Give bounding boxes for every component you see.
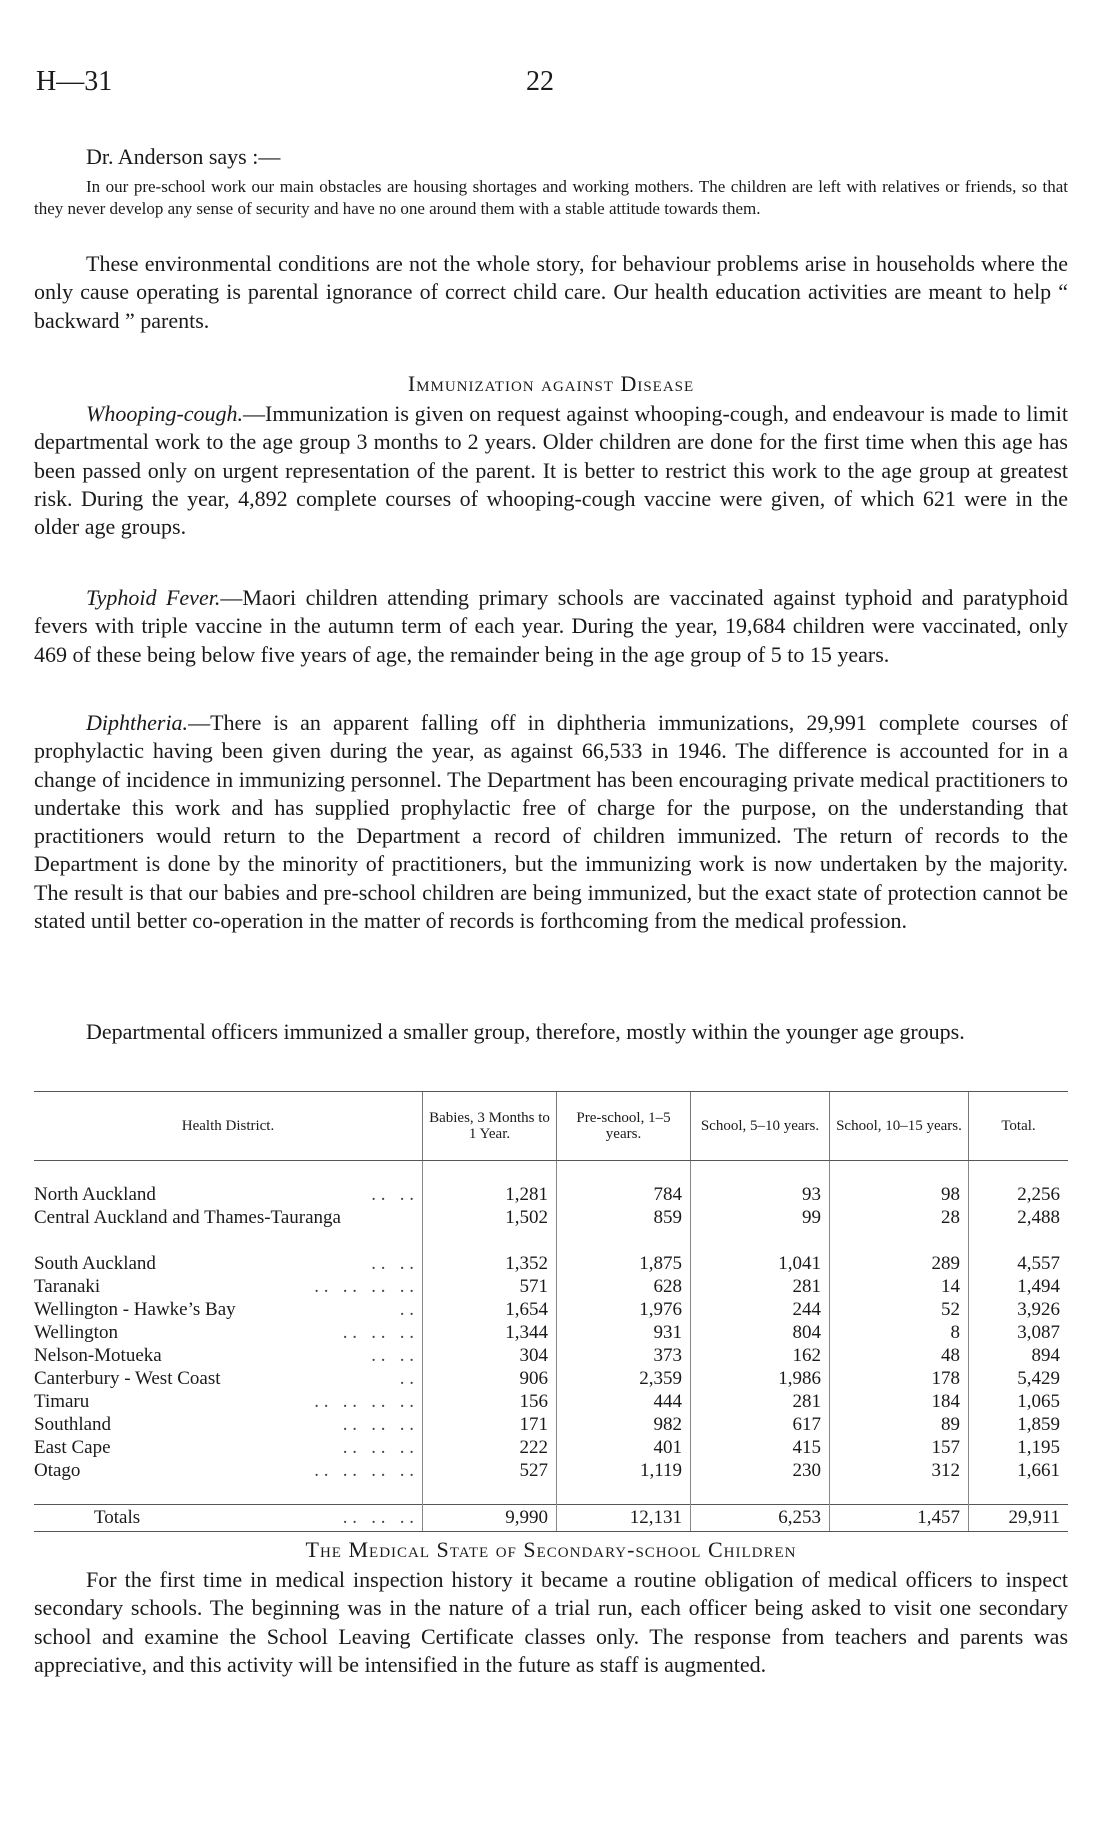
cell-babies: 1,654 [423, 1298, 557, 1321]
district-cell [34, 1206, 423, 1252]
cell-total: 1,661 [969, 1459, 1069, 1482]
page-number: 22 [526, 66, 554, 97]
totals-s510: 6,253 [691, 1505, 830, 1532]
cell-total: 894 [969, 1344, 1069, 1367]
header-school-10-15: School, 10–15 years. [830, 1092, 969, 1161]
header-school-5-10: School, 5–10 years. [691, 1092, 830, 1161]
totals-babies: 9,990 [423, 1505, 557, 1532]
immunization-heading: Immunization against Disease [407, 371, 695, 396]
cell-s510: 804 [691, 1321, 830, 1344]
district-name: Wellington [34, 1322, 118, 1343]
report-code: H—31 [36, 66, 113, 97]
district-name: Wellington - Hawke’s Bay [34, 1299, 236, 1320]
leader-dots: . . . . [371, 1345, 414, 1366]
leader-dots: . . . . [371, 1184, 414, 1205]
cell-s1015: 178 [830, 1367, 969, 1390]
table-row [34, 1413, 1068, 1436]
cell-s510: 415 [691, 1436, 830, 1459]
cell-preschool: 401 [557, 1436, 691, 1459]
district-cell [34, 1436, 423, 1459]
cell-babies: 906 [423, 1367, 557, 1390]
cell-preschool: 1,875 [557, 1252, 691, 1275]
table-row [34, 1252, 1068, 1275]
table-row [34, 1275, 1068, 1298]
header-total: Total. [969, 1092, 1069, 1161]
cell-preschool: 2,359 [557, 1367, 691, 1390]
leader-dots: . . . . . . . . [314, 1391, 414, 1412]
cell-babies: 1,344 [423, 1321, 557, 1344]
district-name: Central Auckland and Thames-Tauranga [34, 1207, 341, 1228]
diphtheria-text: —There is an apparent falling off in diphtheria immunizations, 29,991 complete courses of prophylactic having been given during the year, as against 66,533 in 1946. The difference is accounted for in a change of incidence in immunizing personnel. The Department has been encouraging private medical practitioners to undertake this work and has supplied prophylactic free of charge for the purpose, on the understanding that practitioners would return to the Department a record of children immunized. The return of records to the Department is done by the minority of practitioners, but the immunizing work is now undertaken by the majority. The result is that our babies and pre-school children are being immunized, but the exact state of protection cannot be stated until better co-operation in the matter of records is forthcoming from the medical profession. [34, 710, 1068, 934]
totals-s1015: 1,457 [830, 1505, 969, 1532]
totals-row [34, 1505, 1068, 1532]
table-body [34, 1161, 1068, 1532]
cell-babies: 156 [423, 1390, 557, 1413]
typhoid-title: Typhoid Fever. [86, 585, 221, 610]
cell-s1015: 48 [830, 1344, 969, 1367]
leader-dots: . . . . [371, 1253, 414, 1274]
cell-preschool: 1,976 [557, 1298, 691, 1321]
cell-preschool: 784 [557, 1183, 691, 1206]
table-row [34, 1344, 1068, 1367]
environment-paragraph: These environmental conditions are not the whole story, for behaviour problems arise in households where the only cause operating is parental ignorance of correct child care. Our health education activities are meant to help “ backward ” parents. [34, 251, 1068, 333]
cell-preschool: 444 [557, 1390, 691, 1413]
district-cell [34, 1413, 423, 1436]
district-cell [34, 1275, 423, 1298]
cell-preschool: 982 [557, 1413, 691, 1436]
table-row [34, 1390, 1068, 1413]
cell-s1015: 289 [830, 1252, 969, 1275]
cell-preschool: 373 [557, 1344, 691, 1367]
cell-total: 3,087 [969, 1321, 1069, 1344]
cell-s510: 93 [691, 1183, 830, 1206]
cell-s1015: 312 [830, 1459, 969, 1482]
cell-total: 1,065 [969, 1390, 1069, 1413]
district-cell [34, 1390, 423, 1413]
district-name: North Auckland [34, 1184, 156, 1205]
cell-total: 1,859 [969, 1413, 1069, 1436]
cell-s510: 99 [691, 1206, 830, 1252]
district-name: Canterbury - West Coast [34, 1368, 221, 1389]
table-row [34, 1321, 1068, 1344]
leader-dots: . . . . . . . . [314, 1460, 414, 1481]
diphtheria-paragraph [34, 709, 1068, 935]
cell-total: 3,926 [969, 1298, 1069, 1321]
district-name: Nelson-Motueka [34, 1345, 162, 1366]
cell-babies: 527 [423, 1459, 557, 1482]
district-name: Otago [34, 1460, 81, 1481]
cell-s510: 281 [691, 1390, 830, 1413]
district-name: Southland [34, 1414, 112, 1435]
header-health-district: Health District. [34, 1092, 423, 1161]
cell-s1015: 89 [830, 1413, 969, 1436]
diphtheria-title: Diphtheria. [86, 710, 189, 735]
table-row [34, 1367, 1068, 1390]
cell-s1015: 8 [830, 1321, 969, 1344]
cell-s510: 1,986 [691, 1367, 830, 1390]
leader-dots: . . . . . . [342, 1414, 414, 1435]
district-name: East Cape [34, 1437, 111, 1458]
whooping-cough-title: Whooping-cough. [86, 401, 244, 426]
cell-s510: 1,041 [691, 1252, 830, 1275]
cell-s1015: 28 [830, 1206, 969, 1252]
cell-total: 2,256 [969, 1183, 1069, 1206]
cell-s1015: 184 [830, 1390, 969, 1413]
district-cell [34, 1298, 423, 1321]
cell-s510: 244 [691, 1298, 830, 1321]
typhoid-text: —Maori children attending primary schools are vaccinated against typhoid and paratyphoid fevers with triple vaccine in the autumn term of each year. During the year, 19,684 children were vaccinated, only 469 of these being below five years of age, the remainder being in the age group of 5 to 15 years. [34, 585, 1068, 667]
cell-babies: 571 [423, 1275, 557, 1298]
cell-total: 5,429 [969, 1367, 1069, 1390]
table-row [34, 1206, 1068, 1252]
district-cell [34, 1459, 423, 1482]
cell-babies: 1,352 [423, 1252, 557, 1275]
leader-dots: . . . . . . . . [314, 1276, 414, 1297]
table-row [34, 1436, 1068, 1459]
cell-s1015: 52 [830, 1298, 969, 1321]
cell-total: 4,557 [969, 1252, 1069, 1275]
cell-total: 1,494 [969, 1275, 1069, 1298]
cell-s1015: 157 [830, 1436, 969, 1459]
cell-s1015: 98 [830, 1183, 969, 1206]
cell-preschool: 628 [557, 1275, 691, 1298]
cell-babies: 171 [423, 1413, 557, 1436]
totals-preschool: 12,131 [557, 1505, 691, 1532]
table-row [34, 1183, 1068, 1206]
anderson-quote: In our pre-school work our main obstacles are housing shortages and working mothers. The children are left with relatives or friends, so that they never develop any sense of security and have no one around them with a stable attitude towards them. [34, 177, 1068, 218]
cell-s510: 281 [691, 1275, 830, 1298]
table-row [34, 1298, 1068, 1321]
district-cell [34, 1344, 423, 1367]
secondary-paragraph: For the first time in medical inspection history it became a routine obligation of medical officers to inspect secondary schools. The beginning was in the nature of a trial run, each officer being asked to visit one secondary school and examine the School Leaving Certificate classes only. The response from teachers and parents was appreciative, and this activity will be intensified in the future as staff is augmented. [34, 1567, 1068, 1677]
totals-label-cell [34, 1505, 423, 1532]
district-name: Taranaki [34, 1276, 101, 1297]
cell-s510: 617 [691, 1413, 830, 1436]
table-spacer-row [34, 1482, 1068, 1505]
cell-preschool: 859 [557, 1206, 691, 1252]
leader-dots: . . . . . . [342, 1322, 414, 1343]
cell-total: 1,195 [969, 1436, 1069, 1459]
district-name: South Auckland [34, 1253, 156, 1274]
cell-preschool: 931 [557, 1321, 691, 1344]
cell-babies: 1,502 [423, 1206, 557, 1252]
cell-s510: 230 [691, 1459, 830, 1482]
typhoid-paragraph [34, 584, 1068, 669]
cell-total: 2,488 [969, 1206, 1069, 1252]
cell-babies: 222 [423, 1436, 557, 1459]
table-header-row [34, 1092, 1068, 1161]
totals-total: 29,911 [969, 1505, 1069, 1532]
header-babies: Babies, 3 Months to 1 Year. [423, 1092, 557, 1161]
cell-babies: 304 [423, 1344, 557, 1367]
cell-s1015: 14 [830, 1275, 969, 1298]
table-spacer-row [34, 1161, 1068, 1184]
cell-s510: 162 [691, 1344, 830, 1367]
immunization-table [34, 1091, 1068, 1532]
leader-dots: . . [399, 1368, 414, 1389]
leader-dots: . . . . . . [342, 1437, 414, 1458]
district-cell [34, 1321, 423, 1344]
totals-label: Totals [94, 1507, 141, 1528]
district-cell [34, 1367, 423, 1390]
district-name: Timaru [34, 1391, 90, 1412]
leader-dots: . . [399, 1299, 414, 1320]
departmental-paragraph: Departmental officers immunized a smaller group, therefore, mostly within the younger age groups. [86, 1019, 965, 1044]
secondary-heading: The Medical State of Secondary-school Children [305, 1537, 797, 1562]
district-cell [34, 1183, 423, 1206]
district-cell [34, 1252, 423, 1275]
cell-babies: 1,281 [423, 1183, 557, 1206]
leader-dots: . . . . . . [342, 1507, 414, 1528]
whooping-cough-text: —Immunization is given on request against whooping-cough, and endeavour is made to limit departmental work to the age group 3 months to 2 years. Older children are done for the first time when this age has been passed only on urgent representation of the parent. It is better to restrict this work to the age group at greatest risk. During the year, 4,892 complete courses of whooping-cough vaccine were given, of which 621 were in the older age groups. [34, 401, 1068, 540]
quote-attribution: Dr. Anderson says :— [86, 144, 281, 169]
cell-preschool: 1,119 [557, 1459, 691, 1482]
header-preschool: Pre-school, 1–5 years. [557, 1092, 691, 1161]
table-row [34, 1459, 1068, 1482]
whooping-cough-paragraph [34, 400, 1068, 541]
